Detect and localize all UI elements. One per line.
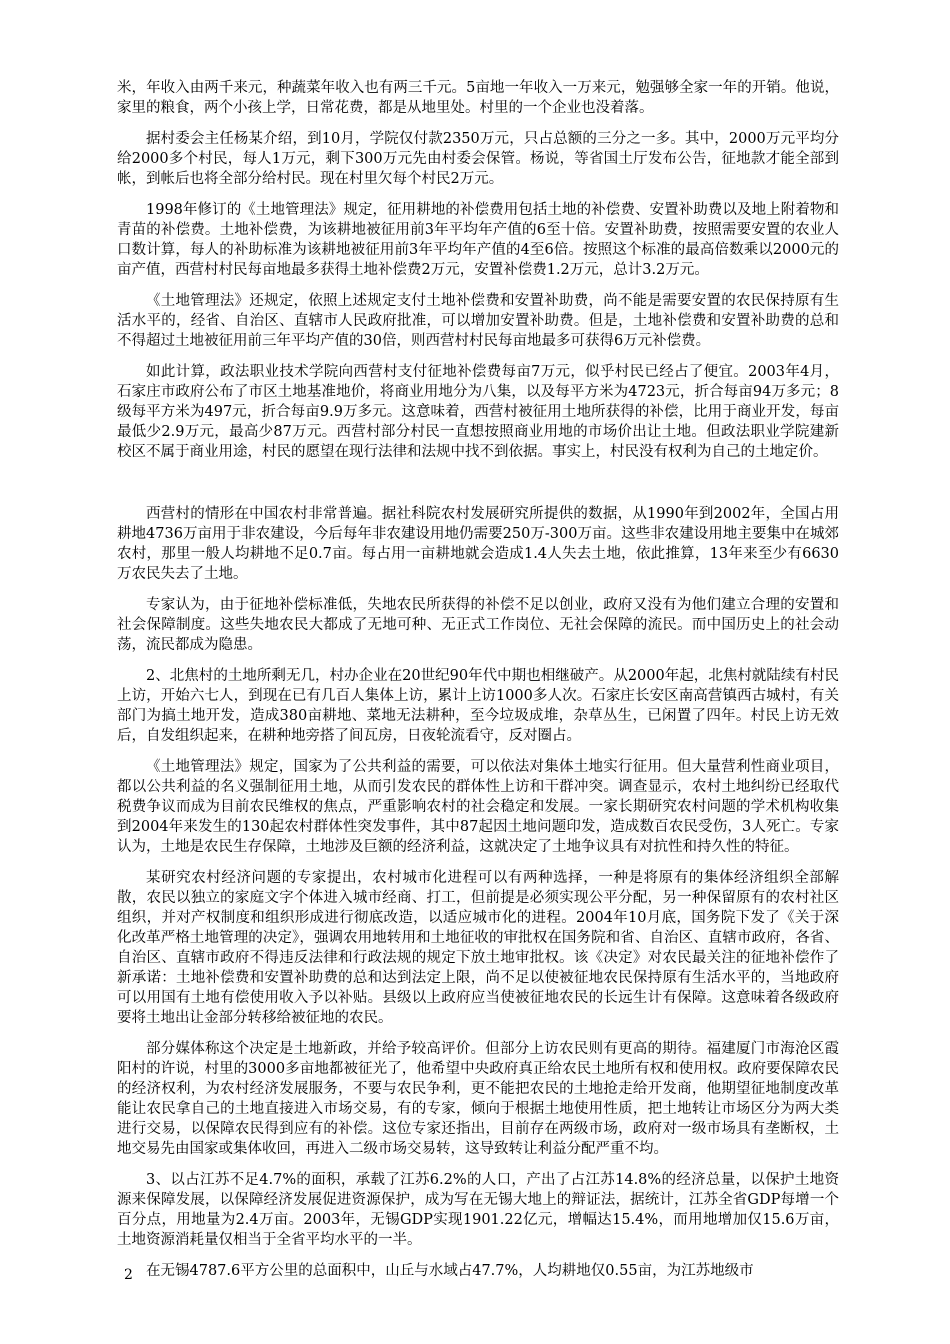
paragraph: 3、以占江苏不足4.7%的面积，承载了江苏6.2%的人口，产出了占江苏14.8%的经济总量，以保护土地资源来保障发展，以保障经济发展促进资源保护，成为写在无锡大地上的辩证法，据统计，江苏全省GDP每增一个百分点，用地量为2.4万亩。2003年，无锡GDP实现1901.22亿元，增幅达15.4%，而用地增加仅15.6万亩，土地资源消耗量仅相当于全省平均水平的一半。 <box>117 1172 839 1248</box>
paragraph: 如此计算，政法职业技术学院向西营村支付征地补偿费每亩7万元，似乎村民已经占了便宜。2003年4月，石家庄市政府公布了市区土地基准地价，将商业用地分为八集，以及每平方米为4723元，折合每亩94万多元；8级每平方米为497元，折合每亩9.9万多元。这意味着，西营村被征用土地所获得的补偿，比用于商业开发，每亩最低少2.9万元，最高少87万元。西营村部分村民一直想按照商业用地的市场价出让土地。但政法职业学院建新校区不属于商业用途，村民的愿望在现行法律和法规中找不到依据。事实上，村民没有权利为自己的土地定价。 <box>117 364 839 460</box>
paragraph: 在无锡4787.6平方公里的总面积中，山丘与水域占47.7%，人均耕地仅0.55亩，为江苏地级市 <box>146 1263 754 1279</box>
paragraph: 2、北焦村的土地所剩无几，村办企业在20世纪90年代中期也相继破产。从2000年起，北焦村就陆续有村民上访，开始六七人，到现在已有几百人集体上访，累计上访1000多人次。石家庄长安区南高营镇西古城村，有关部门为搞土地开发，造成380亩耕地、菜地无法耕种，至今垃圾成堆，杂草丛生，已闲置了四年。村民上访无效后，自发组织起来，在耕种地旁搭了间瓦房，日夜轮流看守，反对圈占。 <box>117 668 839 744</box>
paragraph: 部分媒体称这个决定是土地新政，并给予较高评价。但部分上访农民则有更高的期待。福建厦门市海沧区霞阳村的许说，村里的3000多亩地都被征光了，他希望中央政府真正给农民土地所有权和使用权。政府要保障农民的经济权利，为农村经济发展服务，不要与农民争利，更不能把农民的土地抢走给开发商，他期望征地制度改革能让农民拿自己的土地直接进入市场交易，有的专家，倾向于根据土地使用性质，把土地转让市场区分为两大类进行交易，以保障农民得到应有的补偿。这位专家还指出，目前存在两级市场，政府对一级市场具有垄断权，土地交易先由国家或集体收回，再进入二级市场交易转，这导致转让利益分配严重不均。 <box>117 1041 839 1157</box>
page-number: 2 <box>124 1267 133 1283</box>
paragraph: 据村委会主任杨某介绍，到10月，学院仅付款2350万元，只占总额的三分之一多。其中，2000万元平均分给2000多个村民，每人1万元，剩下300万元先由村委会保管。杨说，等省国土厅发布公告，征地款才能全部到帐，到帐后也将全部分给村民。现在村里欠每个村民2万元。 <box>117 131 839 187</box>
paragraph: 《土地管理法》规定，国家为了公共利益的需要，可以依法对集体土地实行征用。但大量营利性商业项目，都以公共利益的名义强制征用土地，从而引发农民的群体性上访和干群冲突。调查显示，农村土地纠纷已经取代税费争议而成为目前农民维权的焦点，严重影响农村的社会稳定和发展。一家长期研究农村问题的学术机构收集到2004年来发生的130起农村群体性突发事件，其中87起因土地问题印发，造成数百农民受伤，3人死亡。专家认为，土地是农民生存保障，土地涉及巨额的经济利益，这就决定了土地争议具有对抗性和持久性的特征。 <box>117 759 839 855</box>
paragraph: 1998年修订的《土地管理法》规定，征用耕地的补偿费用包括土地的补偿费、安置补助费以及地上附着物和青苗的补偿费。土地补偿费，为该耕地被征用前3年平均年产值的6至十倍。安置补助费，按照需要安置的农业人口数计算，每人的补助标准为该耕地被征用前3年平均年产值的4至6倍。按照这个标准的最高倍数乘以2000元的亩产值，西营村村民每亩地最多获得土地补偿费2万元，安置补偿费1.2万元，总计3.2万元。 <box>117 202 839 278</box>
paragraph: 米，年收入由两千来元，种蔬菜年收入也有两三千元。5亩地一年收入一万来元，勉强够全家一年的开销。他说，家里的粮食，两个小孩上学，日常花费，都是从地里处。村里的一个企业也没着落。 <box>117 80 839 116</box>
paragraph: 西营村的情形在中国农村非常普遍。据社科院农村发展研究所提供的数据，从1990年到2002年，全国占用耕地4736万亩用于非农建设，今后每年非农建设用地仍需要250万-300万亩。这些非农建设用地主要集中在城郊农村，那里一般人均耕地不足0.7亩。每占用一亩耕地就会造成1.4人失去土地，依此推算，13年来至少有6630万农民失去了土地。 <box>117 506 839 582</box>
document-body <box>117 78 839 1281</box>
paragraph: 《土地管理法》还规定，依照上述规定支付土地补偿费和安置补助费，尚不能是需要安置的农民保持原有生活水平的，经省、自治区、直辖市人民政府批准，可以增加安置补助费。但是，土地补偿费和安置补助费的总和不得超过土地被征用前三年平均产值的30倍，则西营村村民每亩地最多可获得6万元补偿费。 <box>117 293 839 349</box>
paragraph: 某研究农村经济问题的专家提出，农村城市化进程可以有两种选择，一种是将原有的集体经济组织全部解散，农民以独立的家庭文字个体进入城市经商、打工，但前提是必须实现公平分配，另一种保留原有的农村社区组织，并对产权制度和组织形成进行彻底改造，以适应城市化的进程。2004年10月底，国务院下发了《关于深化改革严格土地管理的决定》，强调农用地转用和土地征收的审批权在国务院和省、自治区、直辖市政府，各省、自治区、直辖市政府不得违反法律和行政法规的规定下放土地审批权。该《决定》对农民最关注的征地补偿作了新承诺：土地补偿费和安置补助费的总和达到法定上限，尚不足以使被征地农民保持原有生活水平的，当地政府可以用国有土地有偿使用收入予以补贴。县级以上政府应当使被征地农民的长远生计有保障。这意味着各级政府要将土地出让金部分转移给被征地的农民。 <box>117 870 839 1026</box>
paragraph: 专家认为，由于征地补偿标准低，失地农民所获得的补偿不足以创业，政府又没有为他们建立合理的安置和社会保障制度。这些失地农民大都成了无地可种、无正式工作岗位、无社会保障的流民。而中国历史上的社会动荡，流民都成为隐患。 <box>117 597 839 653</box>
